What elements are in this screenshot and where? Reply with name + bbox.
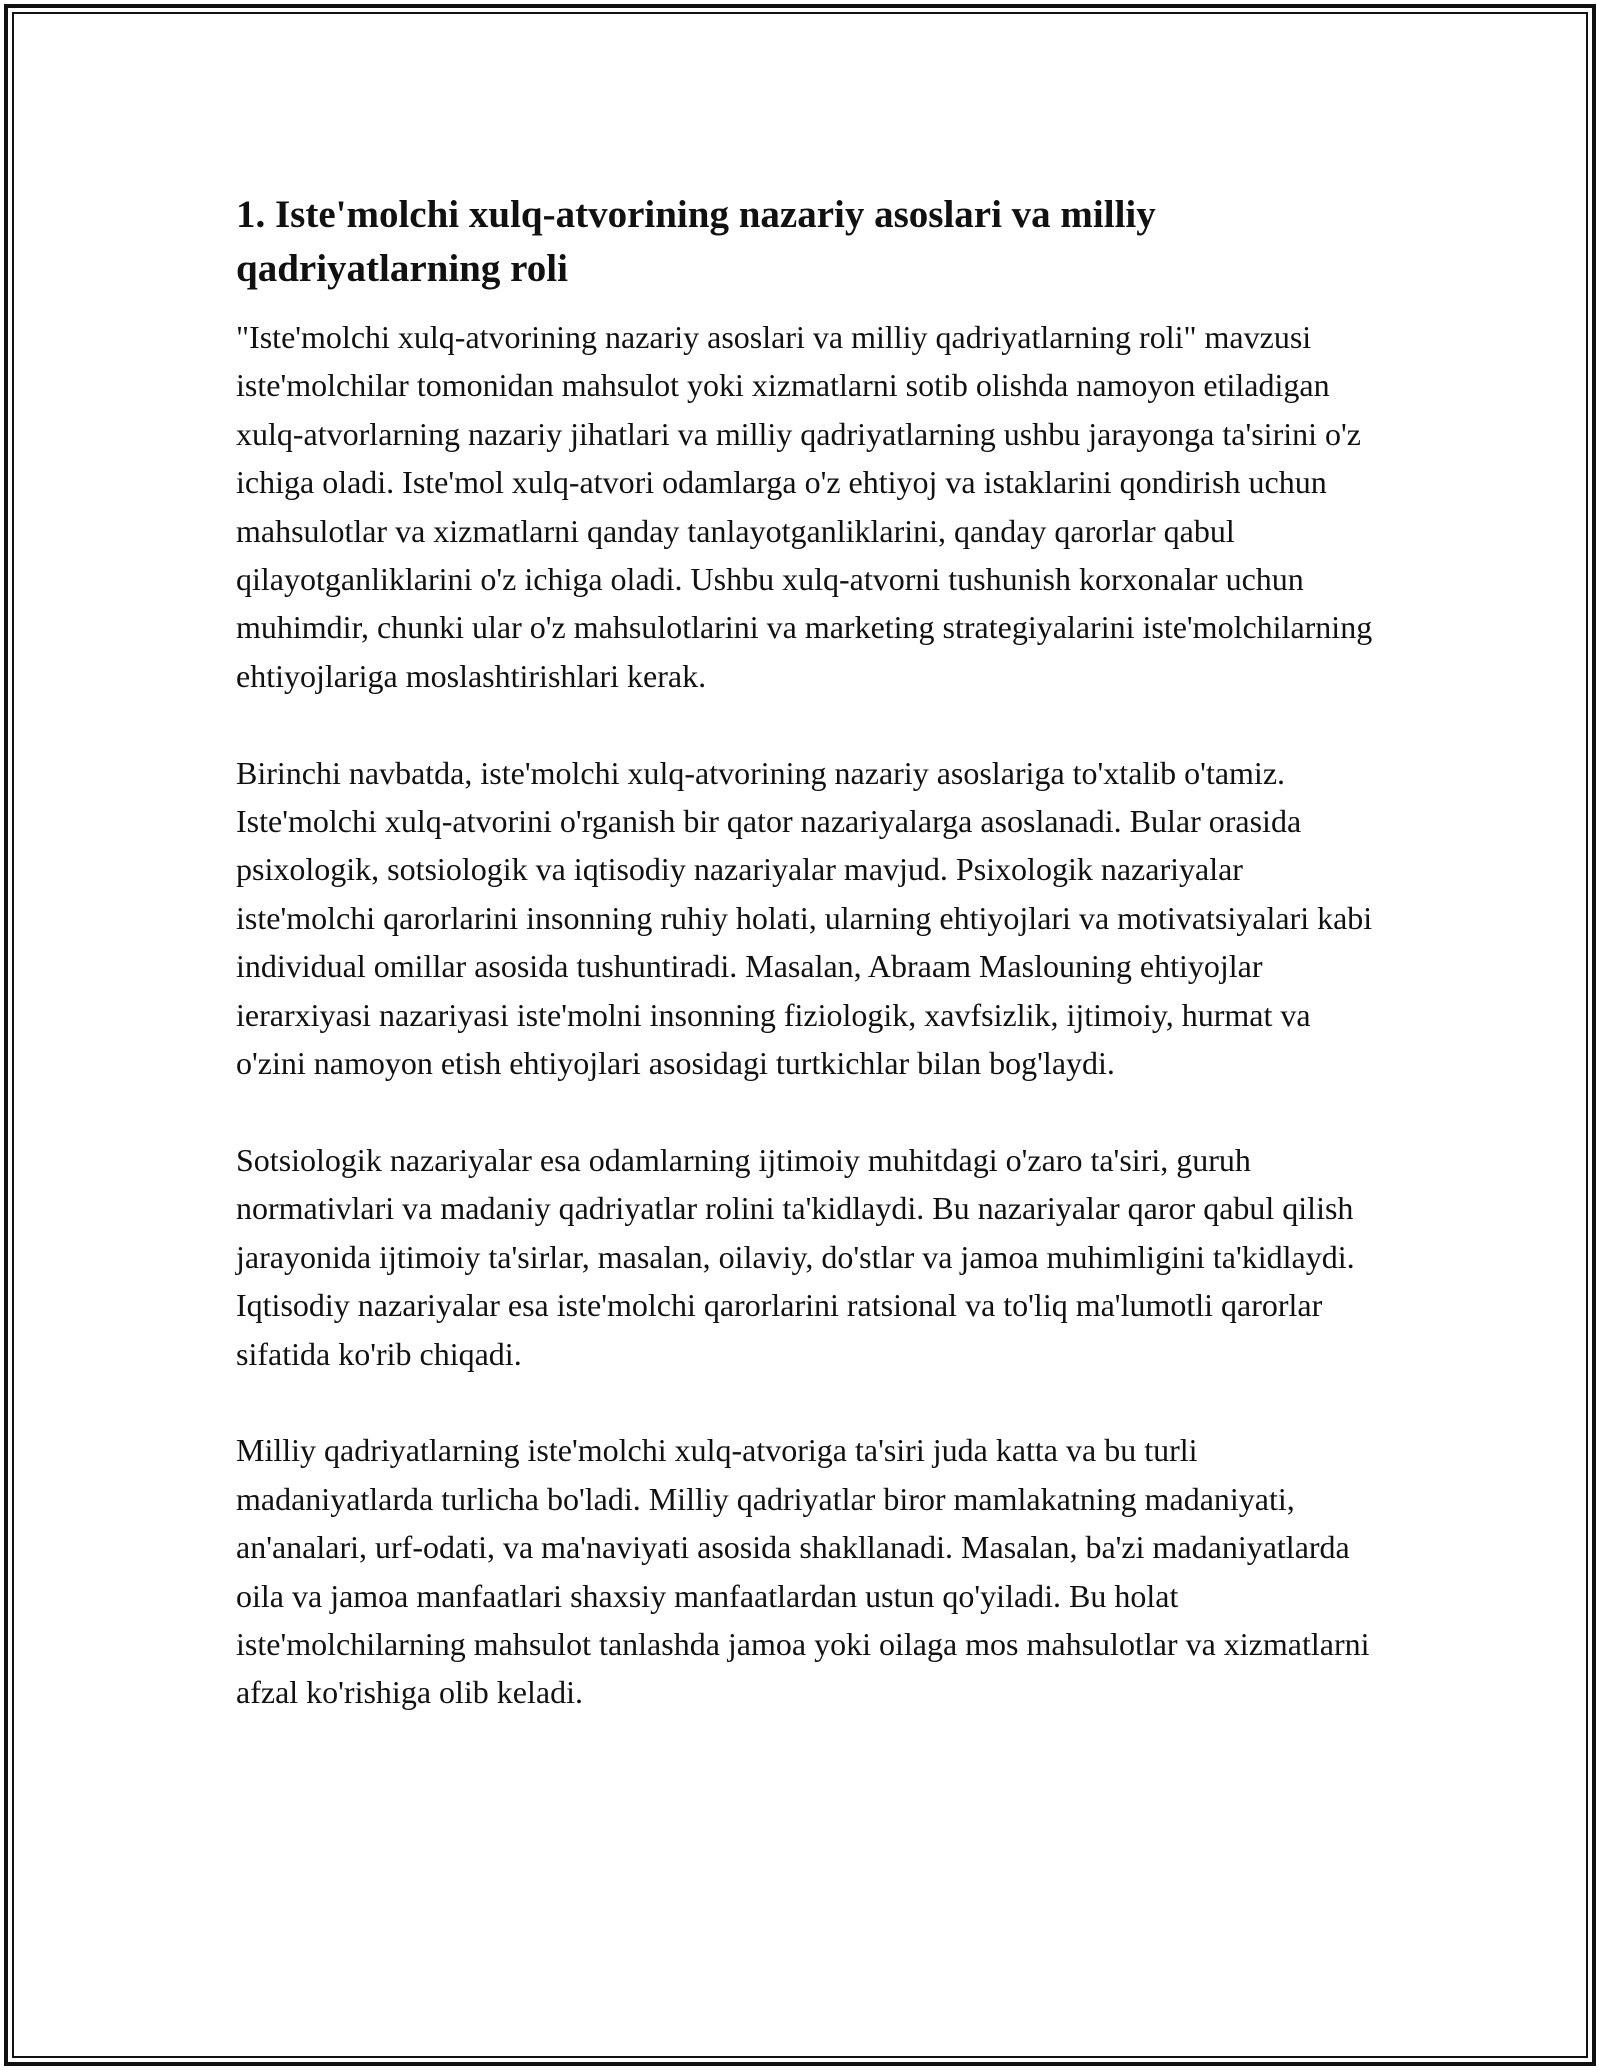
paragraph-3: Sotsiologik nazariyalar esa odamlarning ijtimoiy muhitdagi o'zaro ta'siri, guruh normativlari va madaniy qadriyatlar rolini ta'kidlaydi. Bu nazariyalar qaror qabul qilish jarayonida ijtimoiy ta'sirlar, masalan, oilaviy, do'stlar va jamoa muhimligini ta'kidlaydi. Iqtisodiy nazariyalar esa iste'molchi qarorlarini ratsional va to'liq ma'lumotli qarorlar sifatida ko'rib chiqadi. [236,1141,1355,1372]
paragraph-1: "Iste'molchi xulq-atvorining nazariy asoslari va milliy qadriyatlarning roli" mavzusi iste'molchilar tomonidan mahsulot yoki xizmatlarni sotib olishda namoyon etiladigan xulq-atvorlarning nazariy jihatlari va milliy qadriyatlarning ushbu jarayonga ta'sirini o'z ichiga oladi. Iste'mol xulq-atvori odamlarga o'z ehtiyoj va istaklarini qondirish uchun mahsulotlar va xizmatlarni qanday tanlayotganliklarini, qanday qarorlar qabul qilayotganliklarini o'z ichiga oladi. Ushbu xulq-atvorni tushunish korxonalar uchun muhimdir, chunki ular o'z mahsulotlarini va marketing strategiyalarini iste'molchilarning ehtiyojlariga moslashtirishlari kerak. [236,319,1373,694]
paragraph-4: Milliy qadriyatlarning iste'molchi xulq-atvoriga ta'siri juda katta va bu turli madaniyatlarda turlicha bo'ladi. Milliy qadriyatlar biror mamlakatning madaniyati, an'analari, urf-odati, va ma'naviyati asosida shakllanadi. Masalan, ba'zi madaniyatlarda oila va jamoa manfaatlari shaxsiy manfaatlardan ustun qo'yiladi. Bu holat iste'molchilarning mahsulot tanlashda jamoa yoki oilaga mos mahsulotlar va xizmatlarni afzal ko'rishiga olib keladi. [236,1432,1370,1711]
section-heading: 1. Iste'molchi xulq-atvorining nazariy asoslari va milliy qadriyatlarning roli [236,193,1156,290]
paragraph-2: Birinchi navbatda, iste'molchi xulq-atvorining nazariy asoslariga to'xtalib o'tamiz. Iste'molchi xulq-atvorini o'rganish bir qator nazariyalarga asoslanadi. Bular orasida psixologik, sotsiologik va iqtisodiy nazariyalar mavjud. Psixologik nazariyalar iste'molchi qarorlarini insonning ruhiy holati, ularning ehtiyojlari va motivatsiyalari kabi individual omillar asosida tushuntiradi. Masalan, Abraam Maslouning ehtiyojlar ierarxiyasi nazariyasi iste'molni insonning fiziologik, xavfsizlik, ijtimoiy, hurmat va o'zini namoyon etish ehtiyojlari asosidagi turtkichlar bilan bog'laydi. [236,754,1373,1082]
document-content [236,188,1376,1765]
document-body [236,313,1376,1717]
